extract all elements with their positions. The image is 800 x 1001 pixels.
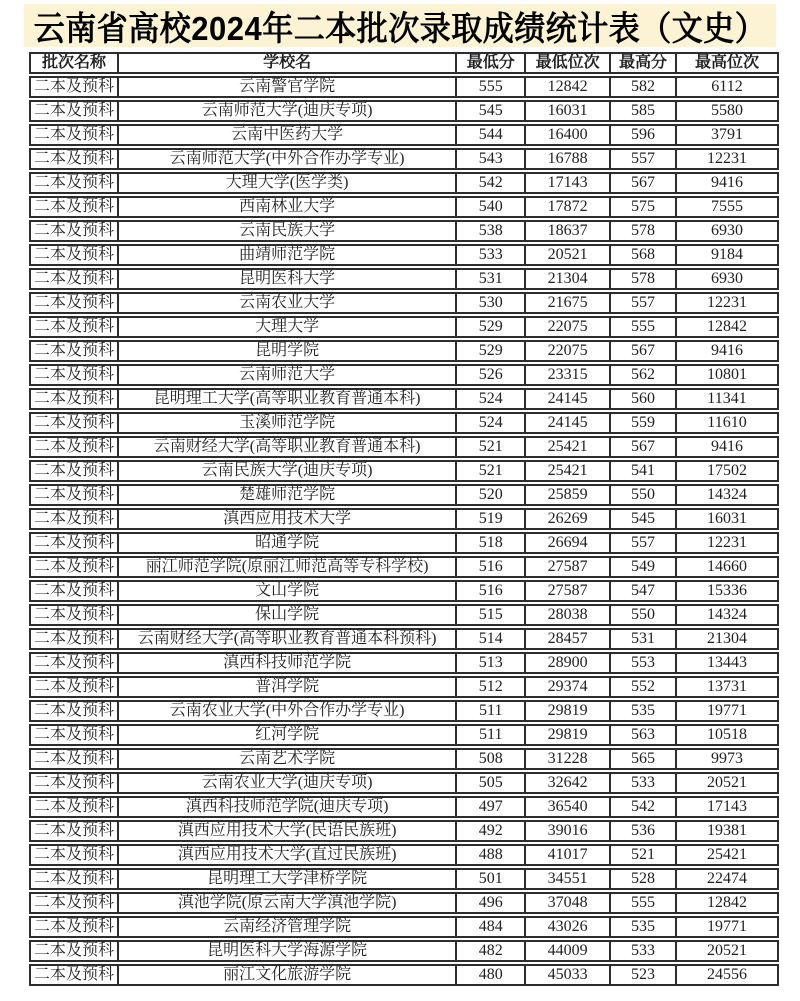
- min-score-cell: 497: [457, 796, 526, 818]
- min-rank-cell: 22075: [526, 316, 611, 338]
- min-rank-cell: 24145: [526, 412, 611, 434]
- max-score-cell: 541: [611, 460, 677, 482]
- max-rank-cell: 20521: [677, 772, 779, 794]
- min-score-cell: 530: [457, 292, 526, 314]
- school-cell: 云南经济管理学院: [119, 916, 457, 938]
- batch-cell: 二本及预科: [29, 220, 119, 242]
- batch-cell: 二本及预科: [29, 460, 119, 482]
- max-score-cell: 549: [611, 556, 677, 578]
- max-score-cell: 555: [611, 892, 677, 914]
- min-score-cell: 516: [457, 580, 526, 602]
- batch-cell: 二本及预科: [29, 292, 119, 314]
- min-score-cell: 480: [457, 964, 526, 986]
- table-row: [29, 412, 779, 434]
- table-row: [29, 460, 779, 482]
- max-score-cell: 560: [611, 388, 677, 410]
- batch-cell: 二本及预科: [29, 700, 119, 722]
- min-score-cell: 512: [457, 676, 526, 698]
- batch-cell: 二本及预科: [29, 244, 119, 266]
- min-rank-cell: 21675: [526, 292, 611, 314]
- min-score-cell: 521: [457, 436, 526, 458]
- min-rank-cell: 20521: [526, 244, 611, 266]
- max-rank-cell: 24556: [677, 964, 779, 986]
- school-cell: 云南农业大学(中外合作办学专业): [119, 700, 457, 722]
- max-score-cell: 557: [611, 532, 677, 554]
- max-rank-cell: 11341: [677, 388, 779, 410]
- batch-cell: 二本及预科: [29, 364, 119, 386]
- min-score-cell: 529: [457, 340, 526, 362]
- min-score-cell: 543: [457, 148, 526, 170]
- batch-cell: 二本及预科: [29, 436, 119, 458]
- min-score-cell: 505: [457, 772, 526, 794]
- min-rank-cell: 39016: [526, 820, 611, 842]
- max-score-cell: 568: [611, 244, 677, 266]
- min-rank-cell: 25421: [526, 436, 611, 458]
- batch-cell: 二本及预科: [29, 940, 119, 962]
- batch-cell: 二本及预科: [29, 148, 119, 170]
- table-row: [29, 844, 779, 866]
- max-score-cell: 557: [611, 148, 677, 170]
- max-rank-cell: 9973: [677, 748, 779, 770]
- batch-cell: 二本及预科: [29, 388, 119, 410]
- min-score-cell: 538: [457, 220, 526, 242]
- batch-cell: 二本及预科: [29, 196, 119, 218]
- max-score-cell: 550: [611, 604, 677, 626]
- max-rank-cell: 13731: [677, 676, 779, 698]
- max-score-cell: 585: [611, 100, 677, 122]
- table-row: [29, 196, 779, 218]
- table-row: [29, 340, 779, 362]
- batch-cell: 二本及预科: [29, 844, 119, 866]
- table-row: [29, 148, 779, 170]
- school-cell: 云南财经大学(高等职业教育普通本科): [119, 436, 457, 458]
- max-rank-cell: 15336: [677, 580, 779, 602]
- min-score-cell: 488: [457, 844, 526, 866]
- max-rank-cell: 7555: [677, 196, 779, 218]
- min-rank-cell: 18637: [526, 220, 611, 242]
- min-rank-cell: 37048: [526, 892, 611, 914]
- school-cell: 滇西应用技术大学(直过民族班): [119, 844, 457, 866]
- batch-cell: 二本及预科: [29, 316, 119, 338]
- max-score-cell: 567: [611, 340, 677, 362]
- school-cell: 昆明理工大学(高等职业教育普通本科): [119, 388, 457, 410]
- max-rank-cell: 22474: [677, 868, 779, 890]
- school-cell: 大理大学: [119, 316, 457, 338]
- score-table-body: [29, 76, 779, 986]
- table-row: [29, 892, 779, 914]
- school-cell: 昆明医科大学: [119, 268, 457, 290]
- max-score-cell: 596: [611, 124, 677, 146]
- table-row: [29, 820, 779, 842]
- table-row: [29, 172, 779, 194]
- school-cell: 楚雄师范学院: [119, 484, 457, 506]
- min-score-cell: 514: [457, 628, 526, 650]
- school-cell: 云南财经大学(高等职业教育普通本科预科): [119, 628, 457, 650]
- batch-cell: 二本及预科: [29, 748, 119, 770]
- batch-cell: 二本及预科: [29, 508, 119, 530]
- min-rank-cell: 16788: [526, 148, 611, 170]
- max-score-cell: 578: [611, 220, 677, 242]
- school-cell: 滇西应用技术大学: [119, 508, 457, 530]
- table-row: [29, 76, 779, 98]
- min-rank-cell: 24145: [526, 388, 611, 410]
- school-cell: 云南艺术学院: [119, 748, 457, 770]
- max-score-cell: 567: [611, 436, 677, 458]
- max-rank-cell: 10518: [677, 724, 779, 746]
- table-row: [29, 940, 779, 962]
- school-cell: 云南民族大学(迪庆专项): [119, 460, 457, 482]
- column-header-max-score: 最高分: [611, 52, 677, 74]
- school-cell: 玉溪师范学院: [119, 412, 457, 434]
- max-score-cell: 533: [611, 772, 677, 794]
- min-rank-cell: 16031: [526, 100, 611, 122]
- school-cell: 文山学院: [119, 580, 457, 602]
- batch-cell: 二本及预科: [29, 484, 119, 506]
- score-table: [29, 50, 779, 988]
- max-score-cell: 575: [611, 196, 677, 218]
- min-score-cell: 555: [457, 76, 526, 98]
- table-row: [29, 220, 779, 242]
- max-rank-cell: 11610: [677, 412, 779, 434]
- batch-cell: 二本及预科: [29, 796, 119, 818]
- min-score-cell: 501: [457, 868, 526, 890]
- max-score-cell: 542: [611, 796, 677, 818]
- table-row: [29, 676, 779, 698]
- column-header-min-score: 最低分: [457, 52, 526, 74]
- max-score-cell: 536: [611, 820, 677, 842]
- max-score-cell: 555: [611, 316, 677, 338]
- max-score-cell: 523: [611, 964, 677, 986]
- batch-cell: 二本及预科: [29, 172, 119, 194]
- table-row: [29, 100, 779, 122]
- page-title: 云南省高校2024年二本批次录取成绩统计表（文史）: [33, 9, 767, 48]
- max-score-cell: 535: [611, 700, 677, 722]
- table-row: [29, 244, 779, 266]
- min-rank-cell: 45033: [526, 964, 611, 986]
- max-rank-cell: 12842: [677, 892, 779, 914]
- batch-cell: 二本及预科: [29, 100, 119, 122]
- table-row: [29, 508, 779, 530]
- min-rank-cell: 25421: [526, 460, 611, 482]
- max-rank-cell: 5580: [677, 100, 779, 122]
- max-rank-cell: 10801: [677, 364, 779, 386]
- max-score-cell: 557: [611, 292, 677, 314]
- batch-cell: 二本及预科: [29, 724, 119, 746]
- school-cell: 滇池学院(原云南大学滇池学院): [119, 892, 457, 914]
- min-score-cell: 521: [457, 460, 526, 482]
- min-score-cell: 524: [457, 412, 526, 434]
- max-rank-cell: 19771: [677, 916, 779, 938]
- school-cell: 丽江师范学院(原丽江师范高等专科学校): [119, 556, 457, 578]
- max-rank-cell: 14660: [677, 556, 779, 578]
- min-rank-cell: 29819: [526, 724, 611, 746]
- min-score-cell: 482: [457, 940, 526, 962]
- max-rank-cell: 13443: [677, 652, 779, 674]
- max-score-cell: 533: [611, 940, 677, 962]
- min-rank-cell: 22075: [526, 340, 611, 362]
- min-score-cell: 496: [457, 892, 526, 914]
- batch-cell: 二本及预科: [29, 652, 119, 674]
- max-rank-cell: 6930: [677, 220, 779, 242]
- max-score-cell: 535: [611, 916, 677, 938]
- min-rank-cell: 26269: [526, 508, 611, 530]
- column-header-min-rank: 最低位次: [526, 52, 611, 74]
- max-rank-cell: 9416: [677, 172, 779, 194]
- table-row: [29, 772, 779, 794]
- school-cell: 昆明医科大学海源学院: [119, 940, 457, 962]
- max-score-cell: 559: [611, 412, 677, 434]
- min-rank-cell: 17872: [526, 196, 611, 218]
- table-row: [29, 652, 779, 674]
- min-score-cell: 533: [457, 244, 526, 266]
- max-rank-cell: 17502: [677, 460, 779, 482]
- min-score-cell: 508: [457, 748, 526, 770]
- table-row: [29, 292, 779, 314]
- school-cell: 昆明学院: [119, 340, 457, 362]
- max-rank-cell: 6930: [677, 268, 779, 290]
- school-cell: 滇西应用技术大学(民语民族班): [119, 820, 457, 842]
- school-cell: 云南警官学院: [119, 76, 457, 98]
- table-row: [29, 436, 779, 458]
- batch-cell: 二本及预科: [29, 556, 119, 578]
- min-score-cell: 524: [457, 388, 526, 410]
- batch-cell: 二本及预科: [29, 580, 119, 602]
- min-score-cell: 526: [457, 364, 526, 386]
- school-cell: 普洱学院: [119, 676, 457, 698]
- max-rank-cell: 21304: [677, 628, 779, 650]
- max-rank-cell: 17143: [677, 796, 779, 818]
- batch-cell: 二本及预科: [29, 604, 119, 626]
- max-rank-cell: 12231: [677, 148, 779, 170]
- max-score-cell: 562: [611, 364, 677, 386]
- school-cell: 云南师范大学(迪庆专项): [119, 100, 457, 122]
- table-row: [29, 124, 779, 146]
- batch-cell: 二本及预科: [29, 868, 119, 890]
- batch-cell: 二本及预科: [29, 964, 119, 986]
- min-rank-cell: 28038: [526, 604, 611, 626]
- min-score-cell: 531: [457, 268, 526, 290]
- max-score-cell: 553: [611, 652, 677, 674]
- table-row: [29, 364, 779, 386]
- max-score-cell: 565: [611, 748, 677, 770]
- max-rank-cell: 12231: [677, 532, 779, 554]
- school-cell: 昆明理工大学津桥学院: [119, 868, 457, 890]
- min-score-cell: 516: [457, 556, 526, 578]
- school-cell: 西南林业大学: [119, 196, 457, 218]
- min-rank-cell: 27587: [526, 580, 611, 602]
- batch-cell: 二本及预科: [29, 628, 119, 650]
- table-row: [29, 796, 779, 818]
- batch-cell: 二本及预科: [29, 124, 119, 146]
- min-rank-cell: 34551: [526, 868, 611, 890]
- max-score-cell: 552: [611, 676, 677, 698]
- school-cell: 大理大学(医学类): [119, 172, 457, 194]
- max-score-cell: 578: [611, 268, 677, 290]
- max-rank-cell: 14324: [677, 604, 779, 626]
- school-cell: 云南师范大学(中外合作办学专业): [119, 148, 457, 170]
- batch-cell: 二本及预科: [29, 820, 119, 842]
- max-score-cell: 563: [611, 724, 677, 746]
- min-rank-cell: 31228: [526, 748, 611, 770]
- min-rank-cell: 41017: [526, 844, 611, 866]
- min-rank-cell: 29374: [526, 676, 611, 698]
- table-row: [29, 628, 779, 650]
- column-header-batch: 批次名称: [29, 52, 119, 74]
- min-rank-cell: 23315: [526, 364, 611, 386]
- min-rank-cell: 21304: [526, 268, 611, 290]
- max-score-cell: 582: [611, 76, 677, 98]
- score-table-wrapper: [29, 50, 779, 988]
- min-rank-cell: 32642: [526, 772, 611, 794]
- max-rank-cell: 14324: [677, 484, 779, 506]
- max-rank-cell: 3791: [677, 124, 779, 146]
- school-cell: 曲靖师范学院: [119, 244, 457, 266]
- table-row: [29, 556, 779, 578]
- min-rank-cell: 25859: [526, 484, 611, 506]
- school-cell: 滇西科技师范学院(迪庆专项): [119, 796, 457, 818]
- school-cell: 云南中医药大学: [119, 124, 457, 146]
- min-score-cell: 484: [457, 916, 526, 938]
- max-rank-cell: 19381: [677, 820, 779, 842]
- table-row: [29, 316, 779, 338]
- max-rank-cell: 9184: [677, 244, 779, 266]
- max-score-cell: 567: [611, 172, 677, 194]
- max-score-cell: 550: [611, 484, 677, 506]
- table-row: [29, 700, 779, 722]
- batch-cell: 二本及预科: [29, 340, 119, 362]
- max-rank-cell: 9416: [677, 436, 779, 458]
- min-rank-cell: 26694: [526, 532, 611, 554]
- table-row: [29, 388, 779, 410]
- header-row: [29, 52, 779, 74]
- min-rank-cell: 28457: [526, 628, 611, 650]
- max-rank-cell: 19771: [677, 700, 779, 722]
- min-rank-cell: 43026: [526, 916, 611, 938]
- table-row: [29, 268, 779, 290]
- table-row: [29, 532, 779, 554]
- min-score-cell: 518: [457, 532, 526, 554]
- batch-cell: 二本及预科: [29, 76, 119, 98]
- min-score-cell: 542: [457, 172, 526, 194]
- min-score-cell: 515: [457, 604, 526, 626]
- title-band: [24, 4, 776, 47]
- min-rank-cell: 44009: [526, 940, 611, 962]
- table-row: [29, 916, 779, 938]
- min-rank-cell: 36540: [526, 796, 611, 818]
- max-score-cell: 521: [611, 844, 677, 866]
- school-cell: 保山学院: [119, 604, 457, 626]
- school-cell: 滇西科技师范学院: [119, 652, 457, 674]
- min-score-cell: 511: [457, 700, 526, 722]
- table-row: [29, 484, 779, 506]
- table-row: [29, 724, 779, 746]
- school-cell: 云南师范大学: [119, 364, 457, 386]
- batch-cell: 二本及预科: [29, 268, 119, 290]
- min-score-cell: 545: [457, 100, 526, 122]
- min-score-cell: 513: [457, 652, 526, 674]
- column-header-school: 学校名: [119, 52, 457, 74]
- school-cell: 丽江文化旅游学院: [119, 964, 457, 986]
- batch-cell: 二本及预科: [29, 916, 119, 938]
- batch-cell: 二本及预科: [29, 532, 119, 554]
- table-row: [29, 748, 779, 770]
- min-score-cell: 529: [457, 316, 526, 338]
- min-score-cell: 519: [457, 508, 526, 530]
- batch-cell: 二本及预科: [29, 892, 119, 914]
- table-row: [29, 580, 779, 602]
- min-rank-cell: 29819: [526, 700, 611, 722]
- table-row: [29, 964, 779, 986]
- batch-cell: 二本及预科: [29, 772, 119, 794]
- max-score-cell: 531: [611, 628, 677, 650]
- max-rank-cell: 20521: [677, 940, 779, 962]
- score-table-head: [29, 52, 779, 74]
- table-row: [29, 868, 779, 890]
- min-score-cell: 540: [457, 196, 526, 218]
- min-score-cell: 520: [457, 484, 526, 506]
- max-rank-cell: 12231: [677, 292, 779, 314]
- column-header-max-rank: 最高位次: [677, 52, 779, 74]
- min-rank-cell: 12842: [526, 76, 611, 98]
- max-score-cell: 545: [611, 508, 677, 530]
- min-score-cell: 544: [457, 124, 526, 146]
- school-cell: 昭通学院: [119, 532, 457, 554]
- max-score-cell: 528: [611, 868, 677, 890]
- max-rank-cell: 6112: [677, 76, 779, 98]
- batch-cell: 二本及预科: [29, 676, 119, 698]
- min-score-cell: 511: [457, 724, 526, 746]
- max-score-cell: 547: [611, 580, 677, 602]
- school-cell: 云南民族大学: [119, 220, 457, 242]
- max-rank-cell: 16031: [677, 508, 779, 530]
- min-rank-cell: 27587: [526, 556, 611, 578]
- max-rank-cell: 9416: [677, 340, 779, 362]
- max-rank-cell: 12842: [677, 316, 779, 338]
- school-cell: 云南农业大学: [119, 292, 457, 314]
- batch-cell: 二本及预科: [29, 412, 119, 434]
- max-rank-cell: 25421: [677, 844, 779, 866]
- min-rank-cell: 28900: [526, 652, 611, 674]
- table-row: [29, 604, 779, 626]
- min-score-cell: 492: [457, 820, 526, 842]
- school-cell: 红河学院: [119, 724, 457, 746]
- school-cell: 云南农业大学(迪庆专项): [119, 772, 457, 794]
- min-rank-cell: 17143: [526, 172, 611, 194]
- min-rank-cell: 16400: [526, 124, 611, 146]
